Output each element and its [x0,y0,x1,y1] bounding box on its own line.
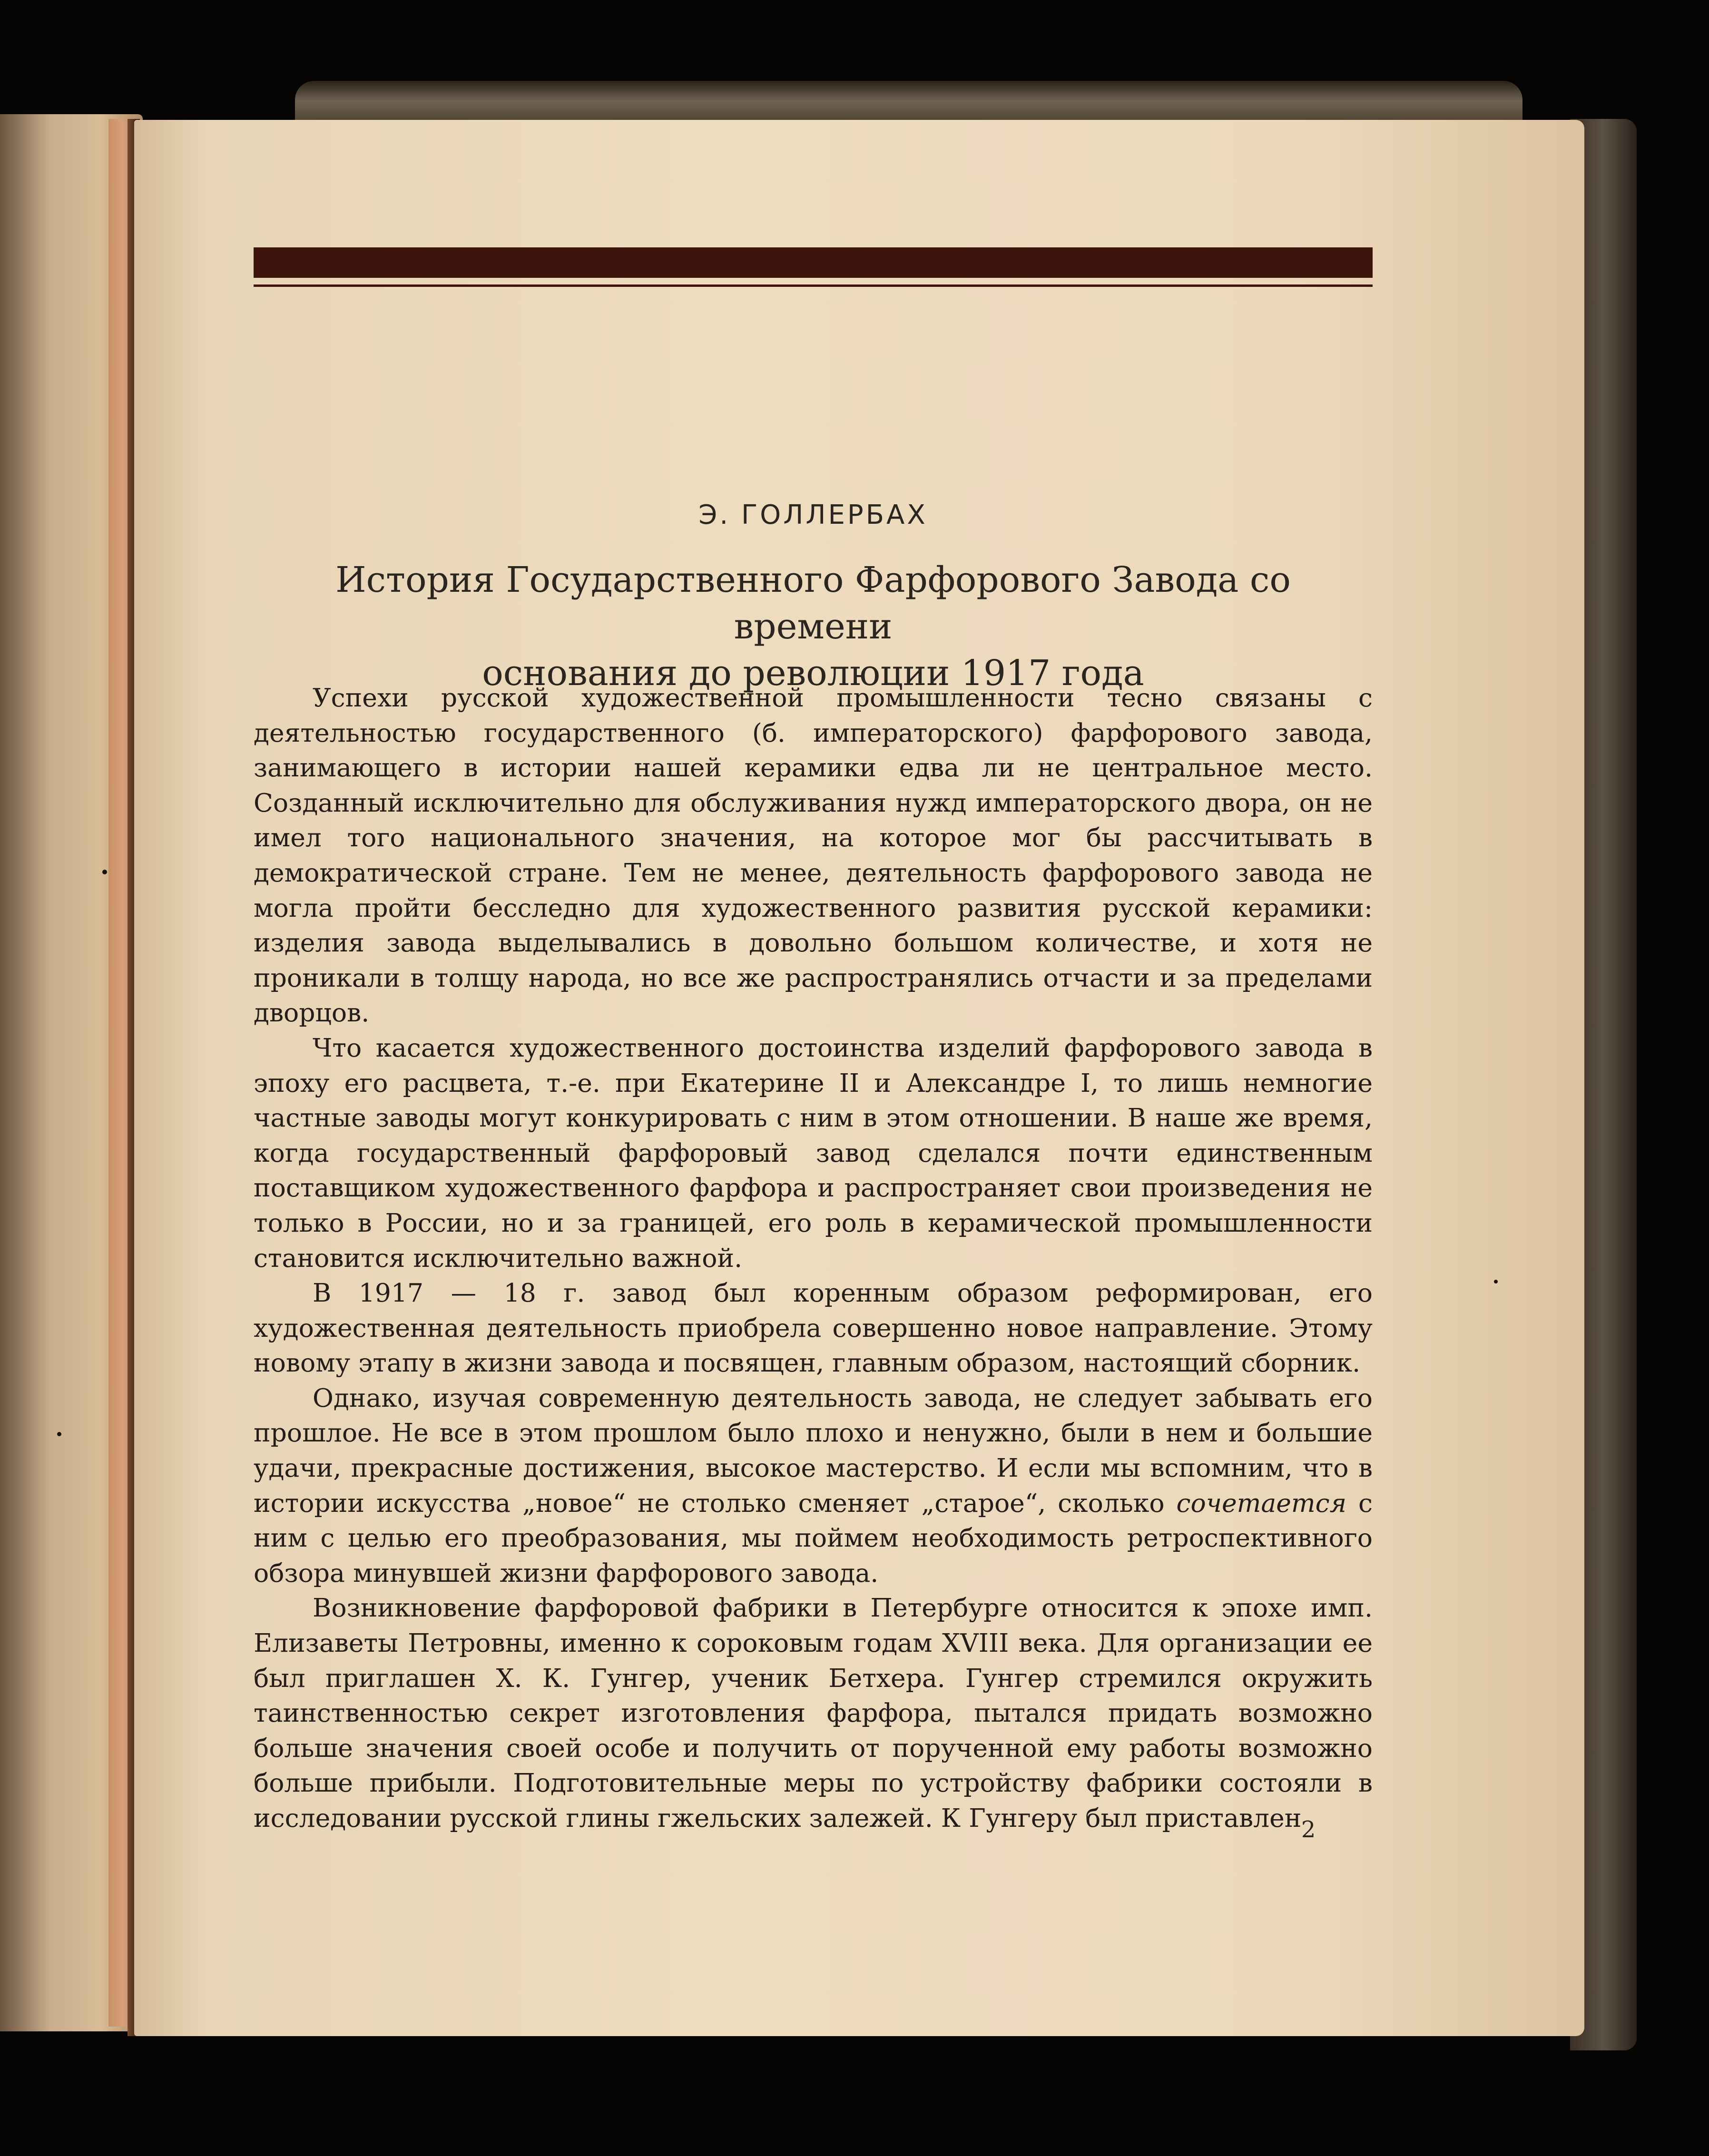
title-line-1: История Государственного Фарфорового Завода со времени [335,559,1291,647]
article-title [254,557,1373,696]
book-cover-top-edge [295,81,1522,126]
paper-speck [1494,1280,1498,1284]
paragraph-4-emphasis: сочетается [1176,1488,1347,1518]
author-name: Э. ГОЛЛЕРБАХ [698,500,928,530]
page-number: 2 [1301,1816,1316,1843]
article-body [254,680,1373,1836]
paper-speck [57,1432,61,1436]
paragraph-5: Возникновение фарфоровой фабрики в Петербурге относится к эпохе имп. Елизаветы Петровны, именно к сороковым годам XVIII века. Для организации ее был приглашен Х. К. Гунгер, ученик Бетхера. Гунгер стремился окружить таинственностью секрет изготовления фарфора, пытался придать возможно больше значения своей особе и получить от порученной ему работы возможно больше прибыли. Подготовительные меры по устройству фабрики состояли в исследовании русской глины гжельских залежей. К Гунгеру был приставлен [254,1593,1373,1833]
paragraph-2: Что касается художественного достоинства изделий фарфорового завода в эпоху его расцвета, т.-е. при Екатерине II и Александре I, то лишь немногие частные заводы могут конкурировать с ним в этом отношении. В наше же время, когда государственный фарфоровый завод сделался почти единственным поставщиком художественного фарфора и распространяет свои произведения не только в России, но и за границей, его роль в керамической промышленности становится исключительно важной. [254,1032,1373,1273]
title-line-2: основания до революции 1917 года [482,653,1144,694]
paragraph-4-text-after: с ним с целью его преобразования, мы поймем необходимость ретроспективного обзора минувшей жизни фарфорового завода. [254,1488,1373,1588]
paragraph-1: Успехи русской художественной промышленности тесно связаны с деятельностью государственного (б. императорского) фарфорового завода, занимающего в истории нашей керамики едва ли не центральное место. Созданный исключительно для обслуживания нужд императорского двора, он не имел того национального значения, на которое мог бы рассчитывать в демократической стране. Тем не менее, деятельность фарфорового завода не могла пройти бесследно для художественного развития русской керамики: изделия завода выделывались в довольно большом количестве, и хотя не проникали в толщу народа, но все же распространялись отчасти и за пределами дворцов. [254,683,1373,1028]
paper-speck [102,870,107,874]
paragraph-4 [254,1381,1373,1591]
paragraph-3: В 1917 — 18 г. завод был коренным образом реформирован, его художественная деятельность приобрела совершенно новое направление. Этому новому этапу в жизни завода и посвящен, главным образом, настоящий сборник. [254,1278,1373,1378]
header-rule-thin [254,284,1373,287]
paragraph-4-text-before: Однако, изучая современную деятельность завода, не следует забывать его прошлое. Не все в этом прошлом было плохо и ненужно, были в нем и большие удачи, прекрасные достижения, высокое мастерство. И если мы вспомним, что в истории искусства „новое“ не столько сменяет „старое“, сколько [254,1382,1373,1518]
header-rule-thick [254,247,1373,278]
